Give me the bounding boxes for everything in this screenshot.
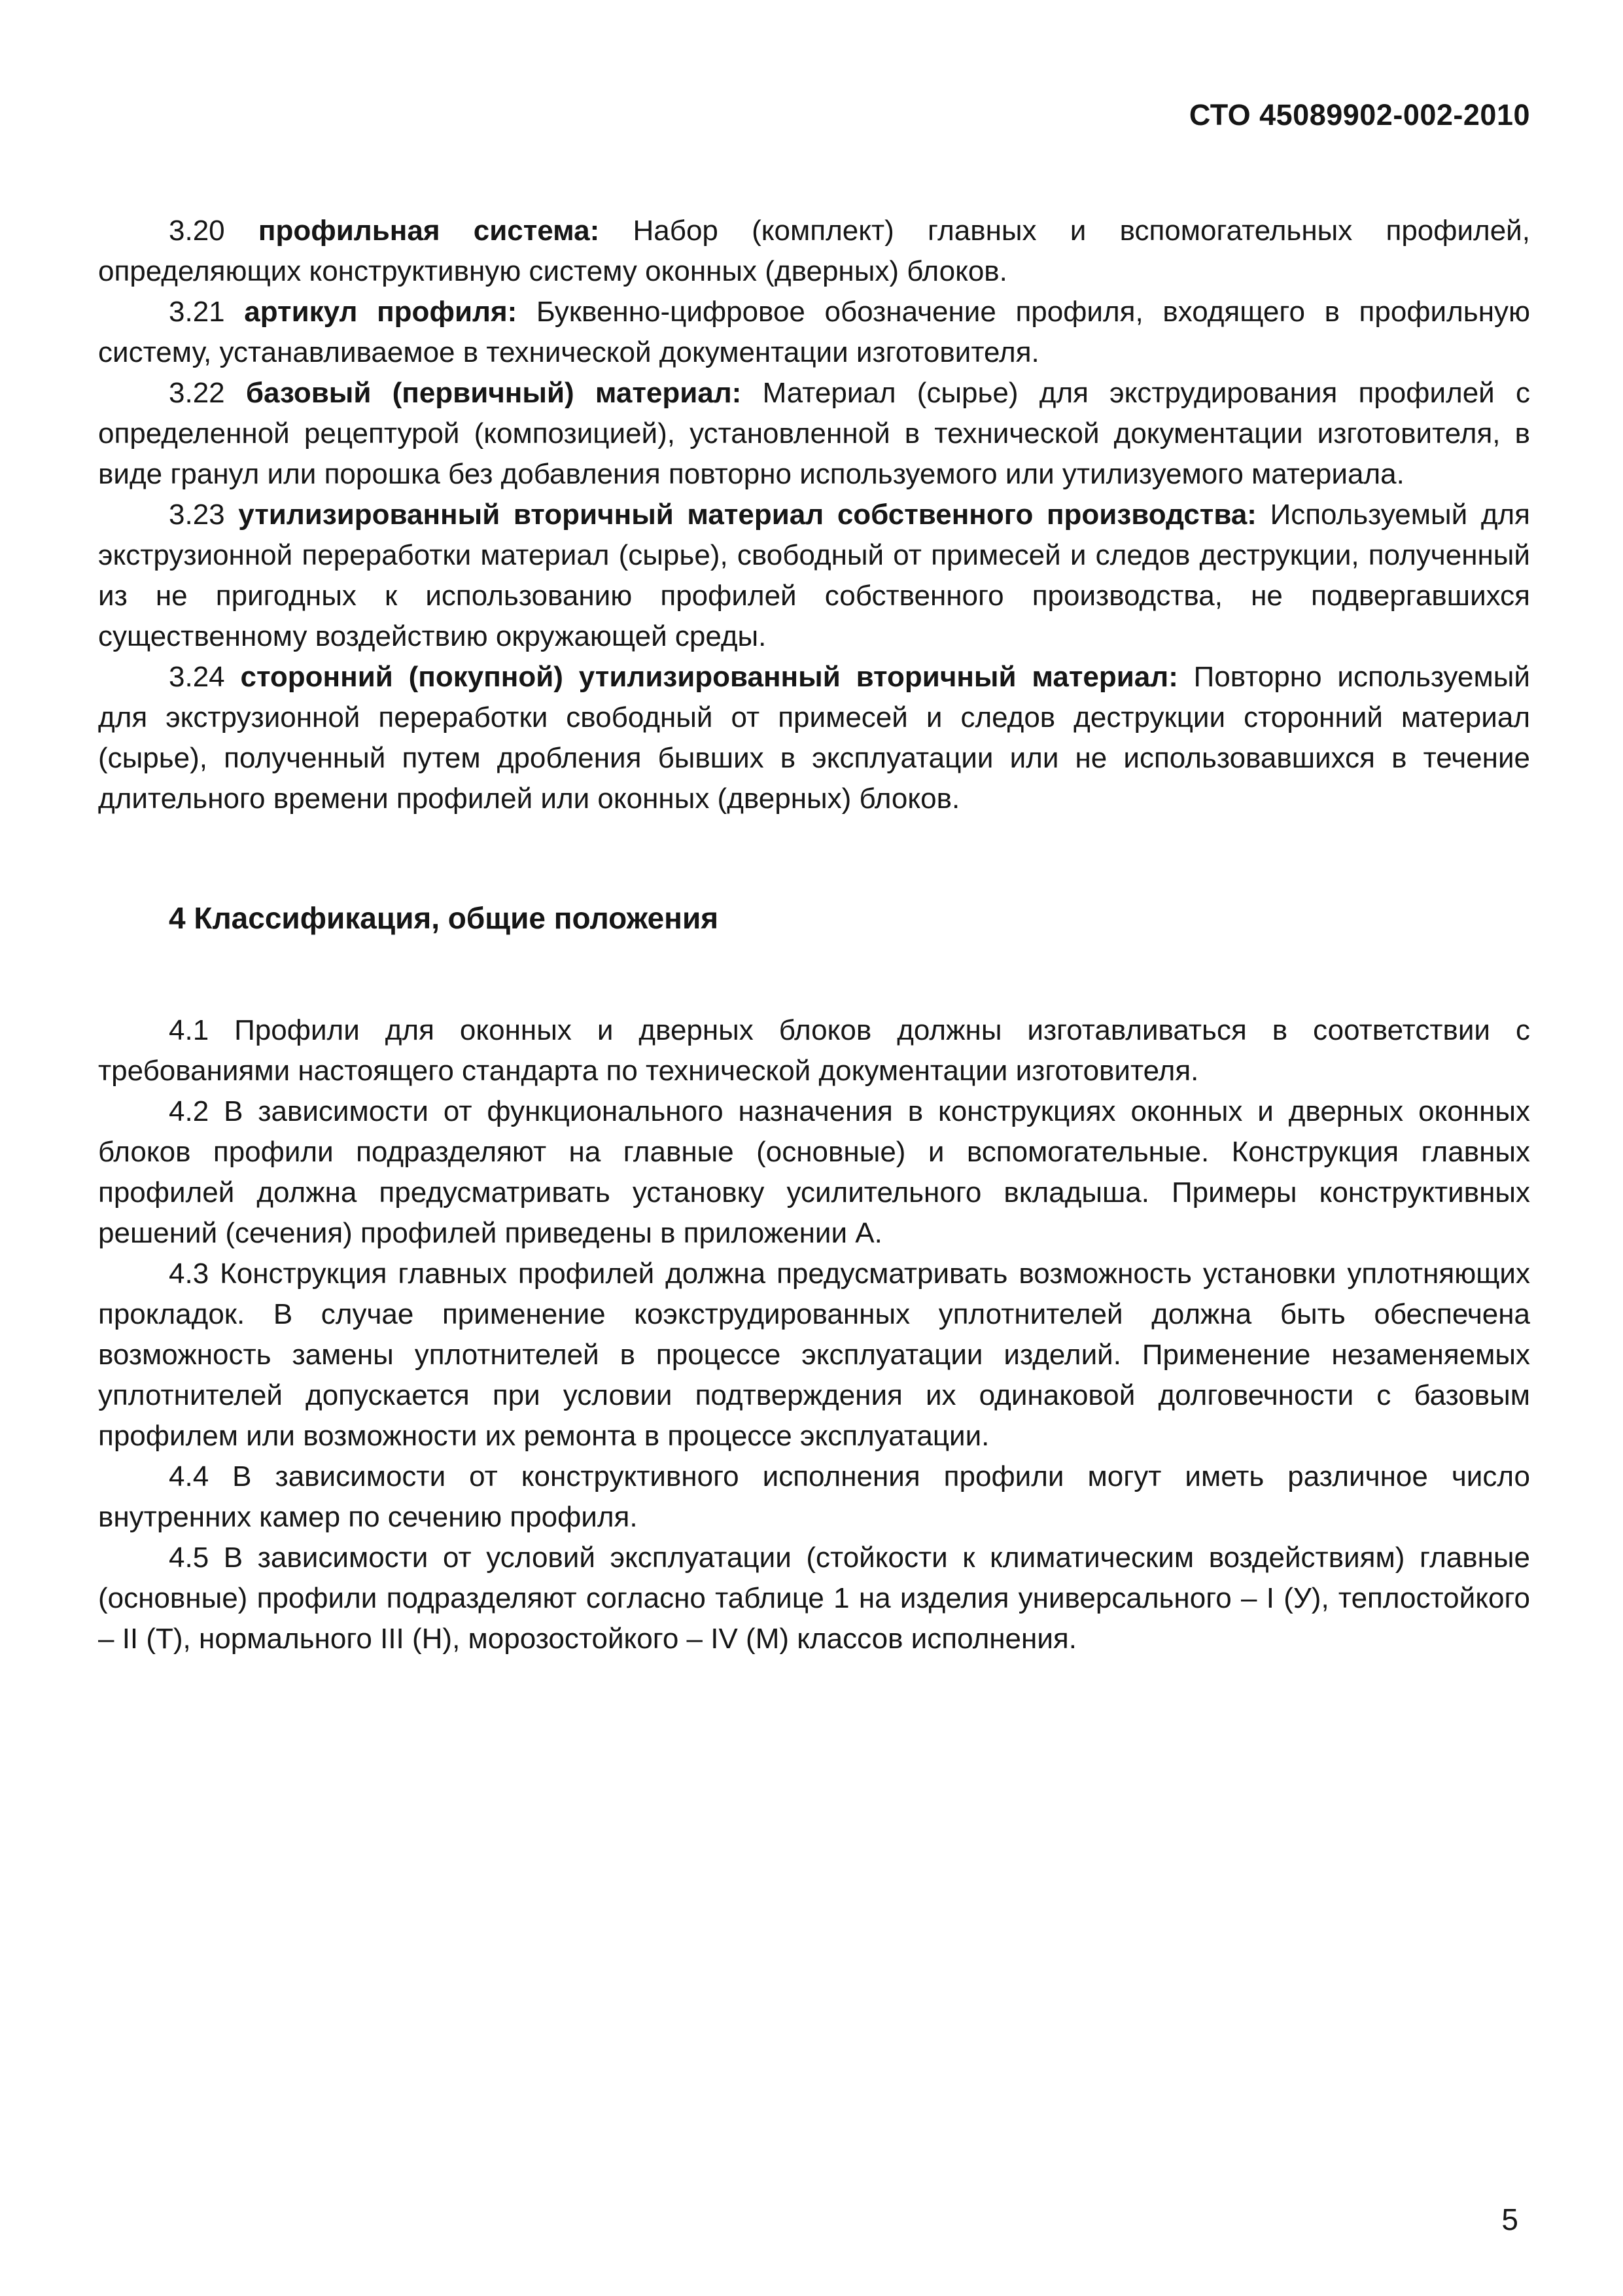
term-body: Материал (сырье) для экструдирования профилей с определенной рецептурой (композицией), установленной в технической документации изготовителя, в виде гранул или порошка без добавления повторно используемого или утилизуемого материала. (98, 377, 1530, 490)
clause-number: 3.23 (169, 499, 225, 531)
clause-number: 3.24 (169, 661, 225, 693)
clause-4-2 (98, 1091, 1530, 1254)
term-name: базовый (первичный) материал: (245, 377, 742, 409)
term-name: утилизированный вторичный материал собственного производства: (238, 499, 1257, 531)
term-definition-3-22 (98, 373, 1530, 495)
clause-number: 4.1 (169, 1014, 209, 1046)
clause-body: В зависимости от функционального назначения в конструкциях оконных и дверных оконных блоков профили подразделяют на главные (основные) и вспомогательные. Конструкция главных профилей должна предусматривать установку усилительного вкладыша. Примеры конструктивных решений (сечения) профилей приведены в приложении А. (98, 1095, 1530, 1249)
clause-number: 3.20 (169, 215, 225, 247)
term-body: Буквенно-цифровое обозначение профиля, входящего в профильную систему, устанавливаемое в технической документации изготовителя. (98, 296, 1531, 368)
term-body: Используемый для экструзионной переработки материал (сырье), свободный от примесей и следов деструкции, полученный из не пригодных к использованию профилей собственного производства, не подвергавшихся существенному воздействию окружающей среды. (98, 499, 1530, 652)
clause-number: 3.21 (169, 296, 225, 328)
clause-body: Профили для оконных и дверных блоков должны изготавливаться в соответствии с требованиями настоящего стандарта по технической документации изготовителя. (98, 1014, 1530, 1087)
clause-4-3 (98, 1254, 1530, 1457)
clause-number: 4.2 (169, 1095, 209, 1127)
clause-number: 3.22 (169, 377, 225, 409)
clause-number: 4.3 (169, 1258, 209, 1290)
term-definition-3-24 (98, 657, 1530, 819)
term-definition-3-20 (98, 211, 1530, 292)
clause-number: 4.5 (169, 1542, 209, 1574)
clause-4-1 (98, 1010, 1530, 1091)
clause-4-4 (98, 1457, 1530, 1538)
clause-body: В зависимости от условий эксплуатации (стойкости к климатическим воздействиям) главные (основные) профили подразделяют согласно таблице 1 на изделия универсального – I (У), теплостойкого – II (Т), нормального III (Н), морозостойкого – IV (М) классов исполнения. (98, 1542, 1530, 1655)
term-definition-3-21 (98, 292, 1530, 373)
term-name: артикул профиля: (244, 296, 517, 328)
document-code: СТО 45089902-002-2010 (1189, 98, 1530, 132)
section-heading: 4 Классификация, общие положения (169, 901, 719, 935)
term-definition-3-23 (98, 495, 1530, 657)
term-name: сторонний (покупной) утилизированный вторичный материал: (240, 661, 1178, 693)
page-number: 5 (1501, 2202, 1518, 2236)
clause-body: Конструкция главных профилей должна предусматривать возможность установки уплотняющих прокладок. В случае применение коэкструдированных уплотнителей должна быть обеспечена возможность замены уплотнителей в процессе эксплуатации изделий. Применение незаменяемых уплотнителей допускается при условии подтверждения их одинаковой долговечности с базовым профилем или возможности их ремонта в процессе эксплуатации. (98, 1258, 1530, 1452)
document-body (98, 211, 1530, 1659)
clause-4-5 (98, 1538, 1530, 1659)
term-body: Повторно используемый для экструзионной переработки свободный от примесей и следов деструкции сторонний материал (сырье), полученный путем дробления бывших в эксплуатации или не использовавшихся в течение длительного времени профилей или оконных (дверных) блоков. (98, 661, 1530, 815)
clause-number: 4.4 (169, 1460, 209, 1492)
term-body: Набор (комплект) главных и вспомогательных профилей, определяющих конструктивную систему оконных (дверных) блоков. (98, 215, 1530, 287)
term-name: профильная система: (258, 215, 600, 247)
clause-body: В зависимости от конструктивного исполнения профили могут иметь различное число внутренних камер по сечению профиля. (98, 1460, 1530, 1533)
